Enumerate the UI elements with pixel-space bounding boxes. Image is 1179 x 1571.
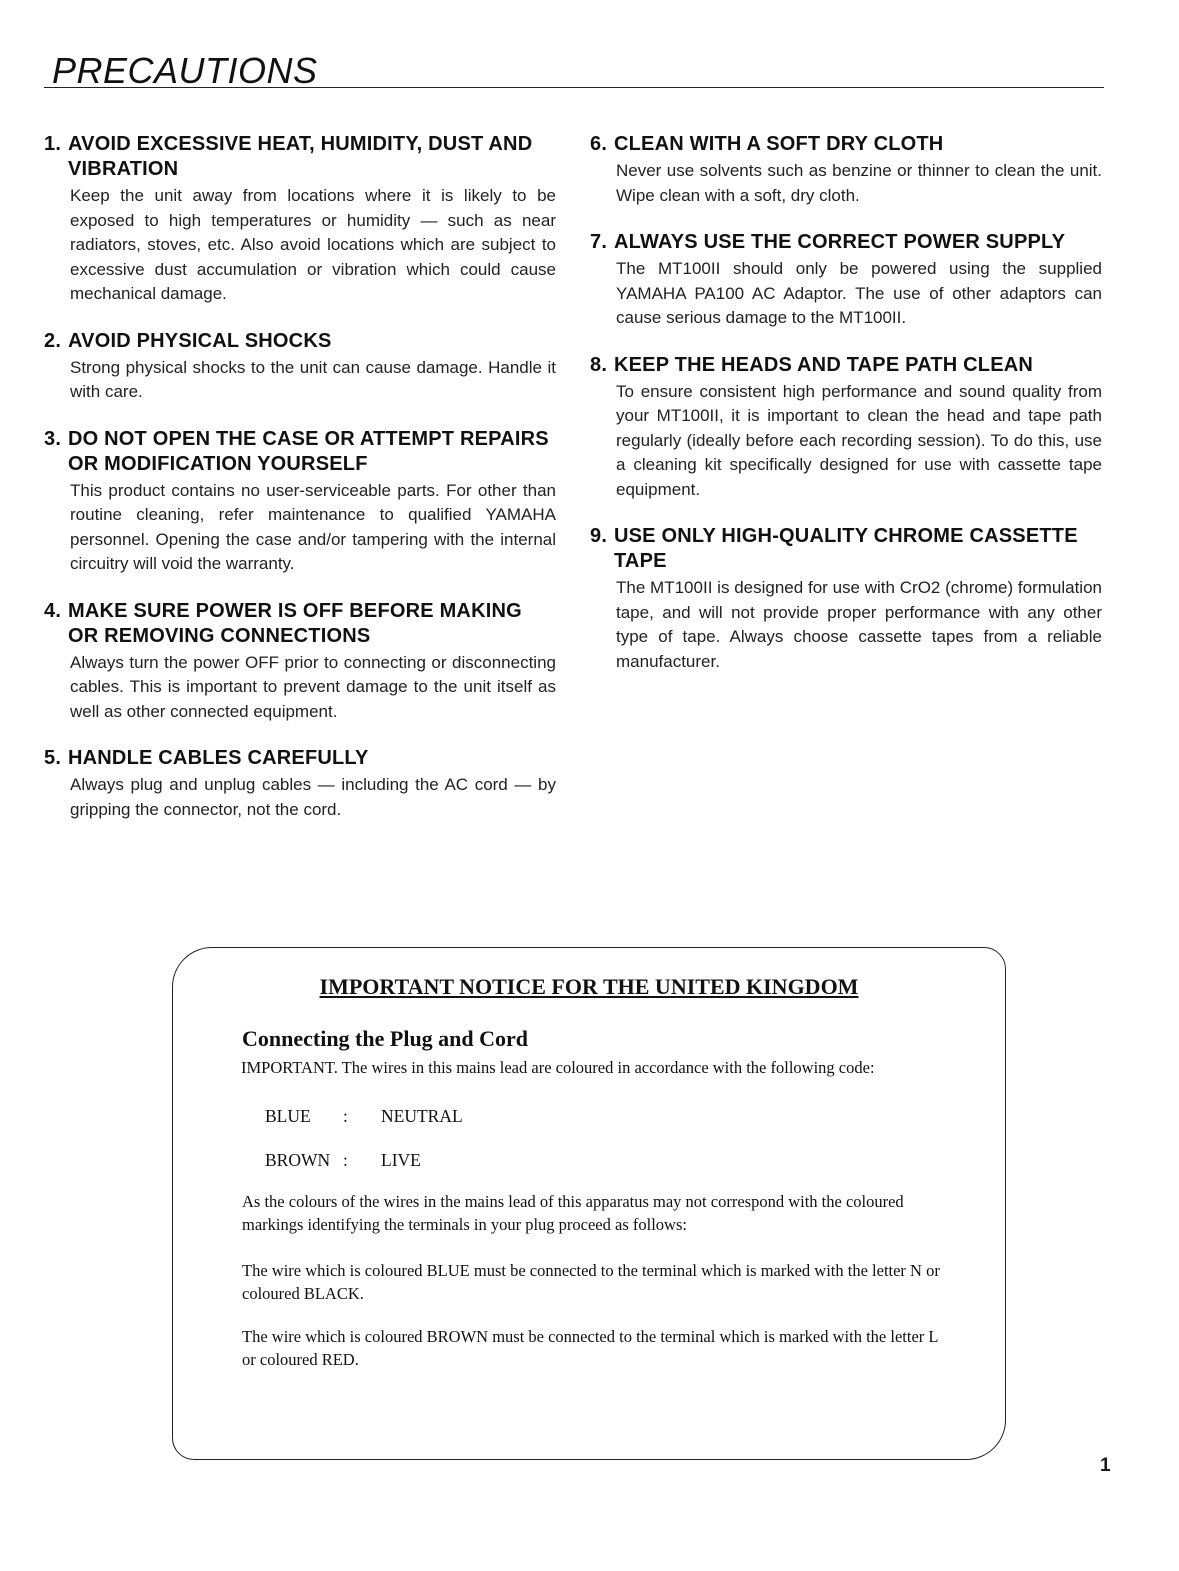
section-body: This product contains no user-serviceable parts. For other than routine cleaning, refer maintenance to qualified YAMAHA personnel. Opening the case and/or tampering with the internal circuitry will void the warranty. bbox=[70, 480, 556, 573]
precaution-7 bbox=[590, 230, 1102, 331]
wire-colon: : bbox=[343, 1106, 348, 1126]
section-body: Always plug and unplug cables — including the AC cord — by gripping the connector, not the cord. bbox=[70, 775, 556, 819]
section-title: MAKE SURE POWER IS OFF BEFORE MAKING OR REMOVING CONNECTIONS bbox=[68, 599, 522, 647]
precaution-5 bbox=[44, 746, 556, 822]
section-title: AVOID EXCESSIVE HEAT, HUMIDITY, DUST AND VIBRATION bbox=[68, 133, 533, 180]
wire-code-row bbox=[265, 1150, 421, 1171]
section-title: CLEAN WITH A SOFT DRY CLOTH bbox=[614, 133, 944, 155]
uk-notice-paragraph: As the colours of the wires in the mains lead of this apparatus may not correspond with the coloured markings identifying the terminals in your plug proceed as follows: bbox=[242, 1192, 904, 1234]
section-body: Keep the unit away from locations where it is likely to be exposed to high temperatures or humidity — such as near radiators, stoves, etc. Also avoid locations which are subject to excessive dust accumulation or vibration which could cause mechanical damage. bbox=[70, 186, 556, 303]
section-number: 7. bbox=[590, 231, 608, 253]
section-body: The MT100II is designed for use with CrO2 (chrome) formulation tape, and will not provide proper performance with any other type of tape. Always choose cassette tapes from a reliable manufacturer. bbox=[616, 578, 1102, 671]
uk-notice-intro: IMPORTANT. The wires in this mains lead are coloured in accordance with the following code: bbox=[241, 1058, 875, 1077]
precaution-4 bbox=[44, 599, 556, 725]
section-title: ALWAYS USE THE CORRECT POWER SUPPLY bbox=[614, 231, 1066, 253]
wire-meaning: LIVE bbox=[381, 1150, 421, 1170]
section-number: 9. bbox=[590, 525, 608, 547]
section-number: 2. bbox=[44, 329, 62, 352]
section-title: KEEP THE HEADS AND TAPE PATH CLEAN bbox=[614, 353, 1034, 376]
left-column bbox=[44, 132, 556, 844]
wire-color: BROWN bbox=[265, 1150, 331, 1170]
section-title: DO NOT OPEN THE CASE OR ATTEMPT REPAIRS OR MODIFICATION YOURSELF bbox=[68, 427, 549, 475]
wire-color: BLUE bbox=[265, 1106, 311, 1126]
precaution-6 bbox=[590, 132, 1102, 208]
page-number: 1 bbox=[1100, 1455, 1111, 1476]
section-number: 4. bbox=[44, 599, 62, 622]
precaution-2 bbox=[44, 329, 556, 405]
section-body: Never use solvents such as benzine or thinner to clean the unit. Wipe clean with a soft, dry cloth. bbox=[616, 161, 1102, 205]
uk-notice-subheading: Connecting the Plug and Cord bbox=[242, 1026, 529, 1051]
section-number: 8. bbox=[590, 353, 608, 376]
uk-notice-paragraph: The wire which is coloured BLUE must be connected to the terminal which is marked with the letter N or coloured BLACK. bbox=[242, 1261, 940, 1303]
wire-code-row bbox=[265, 1106, 463, 1127]
precaution-9 bbox=[590, 524, 1102, 674]
section-body: Always turn the power OFF prior to connecting or disconnecting cables. This is important to prevent damage to the unit itself as well as other connected equipment. bbox=[70, 652, 556, 721]
section-title: HANDLE CABLES CAREFULLY bbox=[68, 747, 369, 769]
section-number: 3. bbox=[44, 427, 62, 450]
uk-notice-paragraph: The wire which is coloured BROWN must be connected to the terminal which is marked with the letter L or coloured RED. bbox=[242, 1327, 938, 1369]
section-body: To ensure consistent high performance and sound quality from your MT100II, it is important to clean the head and tape path regularly (ideally before each recording session). To do this, use a cleaning kit specifically designed for use with cassette tape equipment. bbox=[616, 381, 1102, 499]
section-number: 5. bbox=[44, 747, 62, 769]
section-title: USE ONLY HIGH-QUALITY CHROME CASSETTE TAPE bbox=[614, 525, 1078, 572]
wire-colon: : bbox=[343, 1150, 348, 1170]
precaution-8 bbox=[590, 353, 1102, 503]
section-number: 6. bbox=[590, 133, 608, 155]
uk-notice-heading: IMPORTANT NOTICE FOR THE UNITED KINGDOM bbox=[319, 974, 859, 999]
section-title: AVOID PHYSICAL SHOCKS bbox=[68, 329, 332, 352]
section-number: 1. bbox=[44, 133, 62, 155]
title-rule bbox=[44, 87, 1104, 88]
precaution-1 bbox=[44, 132, 556, 307]
precaution-3 bbox=[44, 427, 556, 577]
section-body: The MT100II should only be powered using the supplied YAMAHA PA100 AC Adaptor. The use of other adaptors can cause serious damage to the MT100II. bbox=[616, 259, 1102, 327]
uk-notice-box bbox=[172, 947, 1006, 1460]
section-body: Strong physical shocks to the unit can cause damage. Handle it with care. bbox=[70, 357, 556, 401]
wire-meaning: NEUTRAL bbox=[381, 1106, 463, 1126]
page-title: PRECAUTIONS bbox=[52, 50, 318, 91]
right-column bbox=[590, 132, 1102, 696]
